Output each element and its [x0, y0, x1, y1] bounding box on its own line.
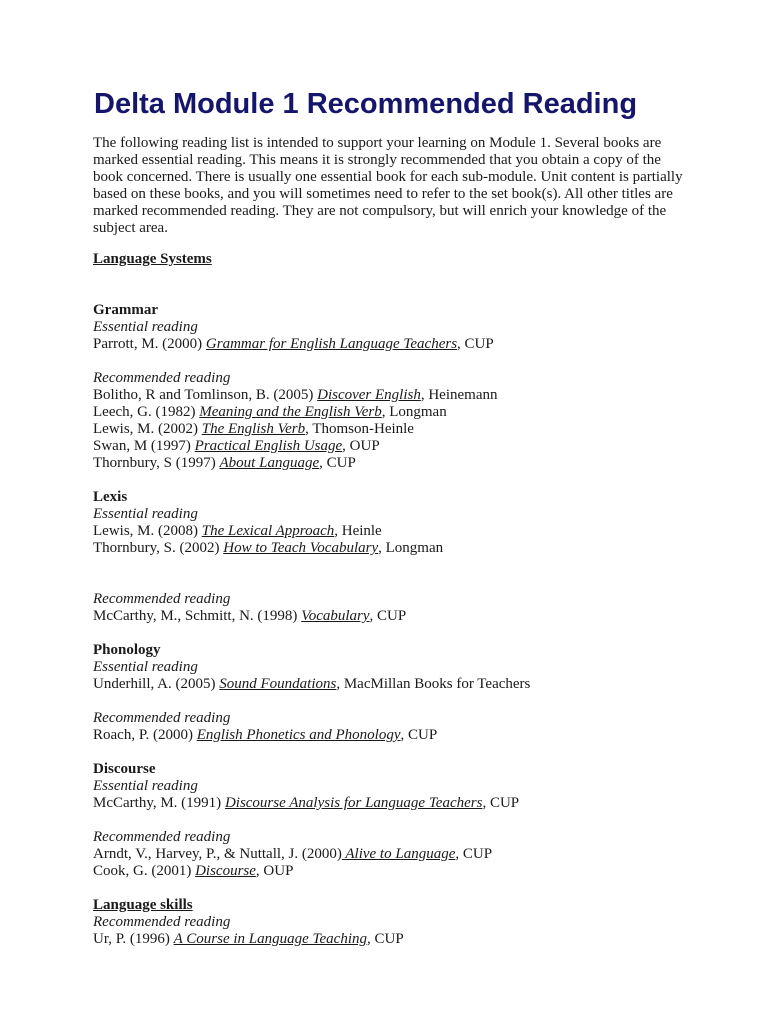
language-skills-heading: Language skills	[93, 897, 193, 913]
lexis-heading: Lexis	[93, 489, 128, 505]
book-title-link[interactable]: Vocabulary	[301, 608, 370, 624]
page-title: Delta Module 1 Recommended Reading	[94, 88, 638, 120]
reference-entry: Roach, P. (2000) English Phonetics and Phonology, CUP	[93, 727, 438, 743]
lexis-recommended-label: Recommended reading	[93, 591, 231, 607]
phonology-recommended-label: Recommended reading	[93, 710, 231, 726]
grammar-heading: Grammar	[93, 302, 158, 318]
reference-entry: Swan, M (1997) Practical English Usage, OUP	[93, 438, 380, 454]
language-skills-recommended-label: Recommended reading	[93, 914, 231, 930]
book-title-link[interactable]: The English Verb	[201, 421, 306, 437]
reference-entry: Ur, P. (1996) A Course in Language Teaching, CUP	[93, 931, 404, 947]
reference-entry: McCarthy, M. (1991) Discourse Analysis for Language Teachers, CUP	[93, 795, 520, 811]
book-title-link[interactable]: Discourse Analysis for Language Teachers	[224, 795, 483, 811]
discourse-essential-label: Essential reading	[93, 778, 198, 794]
book-title-link[interactable]: Practical English Usage	[194, 438, 343, 454]
reading-list	[93, 251, 713, 948]
grammar-recommended-label: Recommended reading	[93, 370, 231, 386]
reference-entry: McCarthy, M., Schmitt, N. (1998) Vocabulary, CUP	[93, 608, 407, 624]
reference-entry: Arndt, V., Harvey, P., & Nuttall, J. (2000) Alive to Language, CUP	[93, 846, 493, 862]
reference-entry: Thornbury, S (1997) About Language, CUP	[93, 455, 356, 471]
book-title-link[interactable]: A Course in Language Teaching	[173, 931, 368, 947]
discourse-heading: Discourse	[93, 761, 156, 777]
book-title-link[interactable]: About Language	[219, 455, 320, 471]
reference-entry: Leech, G. (1982) Meaning and the English Verb, Longman	[93, 404, 447, 420]
book-title-link[interactable]: Discover English	[317, 387, 421, 403]
reference-entry: Bolitho, R and Tomlinson, B. (2005) Discover English, Heinemann	[93, 387, 498, 403]
book-title-link[interactable]: How to Teach Vocabulary	[223, 540, 379, 556]
phonology-heading: Phonology	[93, 642, 161, 658]
reference-entry: Parrott, M. (2000) Grammar for English Language Teachers, CUP	[93, 336, 494, 352]
language-systems-heading: Language Systems	[93, 251, 212, 267]
book-title-link[interactable]: Meaning and the English Verb	[199, 404, 382, 420]
discourse-recommended-label: Recommended reading	[93, 829, 231, 845]
book-title-link[interactable]: English Phonetics and Phonology	[196, 727, 401, 743]
lexis-essential-label: Essential reading	[93, 506, 198, 522]
book-title-link[interactable]: The Lexical Approach	[201, 523, 335, 539]
phonology-essential-label: Essential reading	[93, 659, 198, 675]
reference-entry: Thornbury, S. (2002) How to Teach Vocabulary, Longman	[93, 540, 444, 556]
book-title-link[interactable]: Grammar for English Language Teachers	[205, 336, 458, 352]
grammar-essential-label: Essential reading	[93, 319, 198, 335]
reference-entry: Cook, G. (2001) Discourse, OUP	[93, 863, 294, 879]
reference-entry: Lewis, M. (2002) The English Verb, Thomson-Heinle	[93, 421, 414, 437]
book-title-link[interactable]: Discourse	[195, 863, 256, 879]
reference-entry: Underhill, A. (2005) Sound Foundations, MacMillan Books for Teachers	[93, 676, 531, 692]
book-title-link[interactable]: Alive to Language	[341, 846, 456, 862]
intro-paragraph: The following reading list is intended to support your learning on Module 1. Several books are marked essential reading. This means it is strongly recommended that you obtain a copy of the book concerned. There is usually one essential book for each sub-module. Unit content is partially based on these books, and you will sometimes need to refer to the set book(s). All other titles are marked recommended reading. They are not compulsory, but will enrich your knowledge of the subject area.	[93, 135, 683, 236]
reference-entry: Lewis, M. (2008) The Lexical Approach, Heinle	[93, 523, 382, 539]
book-title-link[interactable]: Sound Foundations	[219, 676, 337, 692]
